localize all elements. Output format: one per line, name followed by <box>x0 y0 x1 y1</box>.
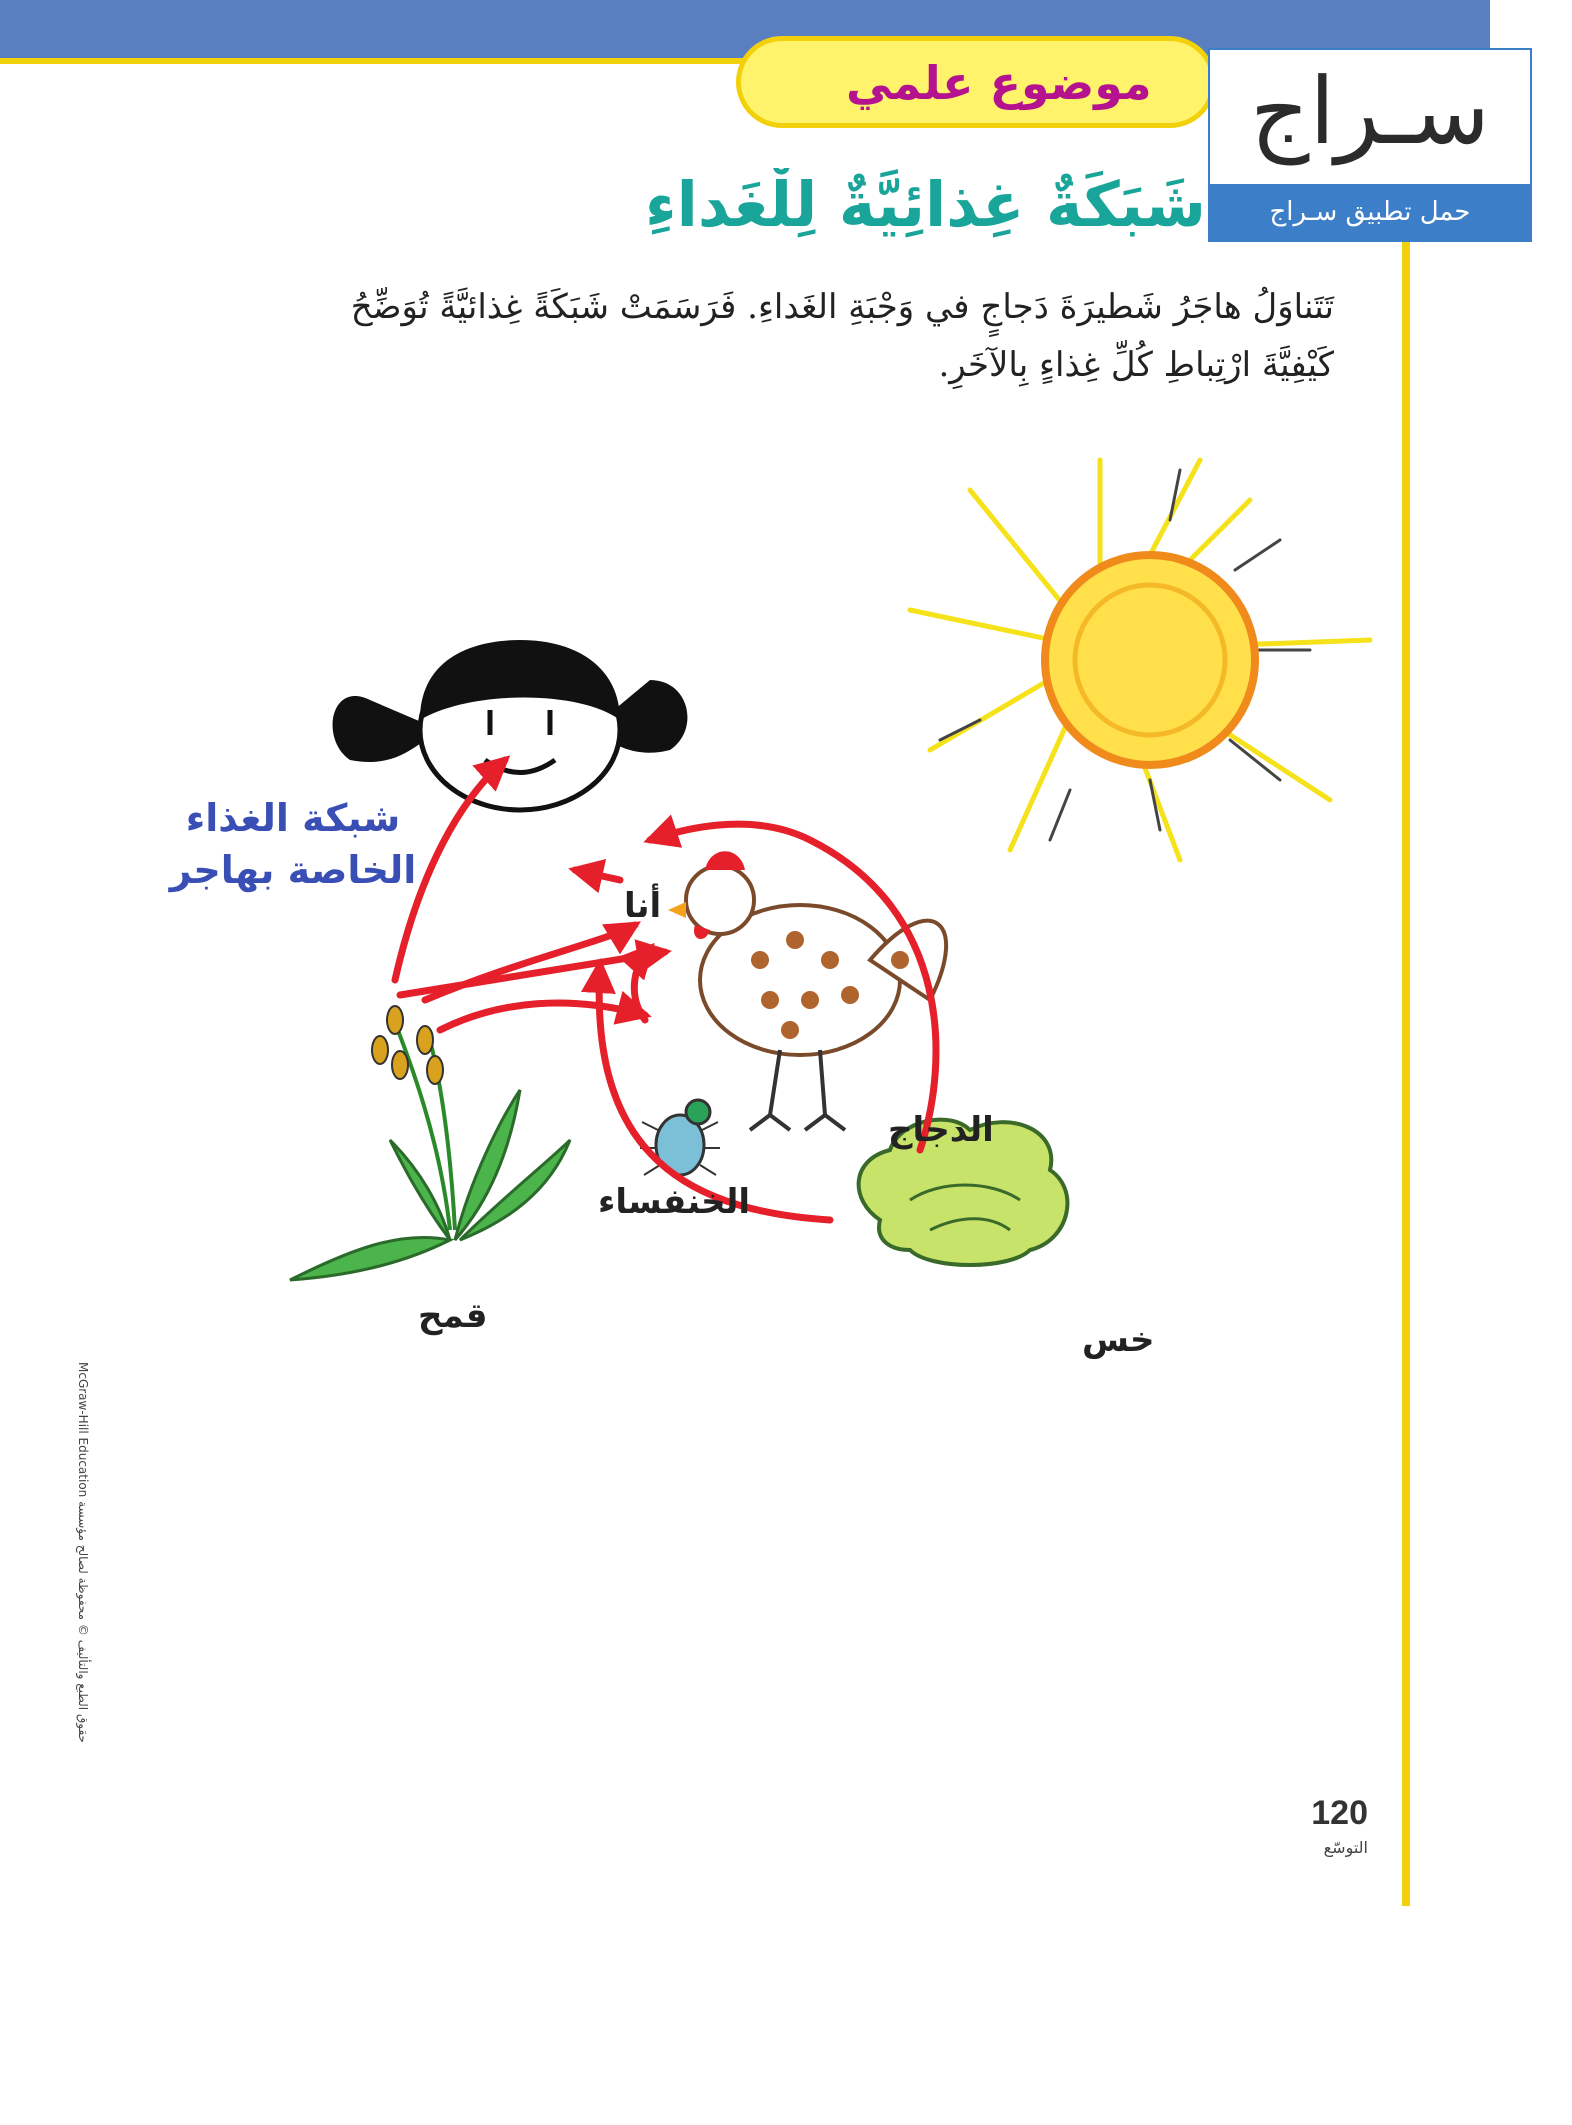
siraj-logo[interactable] <box>1208 48 1532 242</box>
label-me: أنا <box>624 886 662 926</box>
logo-wordmark: سـراج <box>1250 58 1490 165</box>
copyright-notice <box>64 1362 104 1804</box>
page-title: شَبَكَةٌ غِذائِيَّةٌ لِلْغَداءِ <box>644 168 1206 241</box>
girl-drawing <box>333 640 688 810</box>
logo-tagline: حمل تطبيق سـراج <box>1210 184 1530 240</box>
copyright-text: McGraw-Hill Education حقوق الطبع والتأليف © محفوظة لصالح مؤسسة <box>76 1362 90 1743</box>
topic-label: موضوع علمي <box>846 56 1152 110</box>
label-lettuce: خس <box>1082 1320 1155 1360</box>
beetle-drawing <box>640 1100 720 1175</box>
chicken-drawing <box>668 851 946 1130</box>
food-web-caption: شبكة الغذاء الخاصة بهاجر <box>169 796 417 892</box>
food-web-diagram <box>250 440 1400 1400</box>
page-margin-rule <box>1402 64 1410 1906</box>
wheat-drawing <box>290 1006 570 1280</box>
intro-paragraph: تَتَناوَلُ هاجَرُ شَطيرَةَ دَجاجٍ في وَجْبَةِ الغَداءِ. فَرَسَمَتْ شَبَكَةً غِذائيَّةً تُوَضِّحُ كَيْفِيَّةَ ارْتِباطِ كُلِّ غِذاءٍ بِالآخَرِ. <box>350 287 1334 385</box>
page-section-label: التوسّع <box>1323 1838 1368 1857</box>
label-wheat: قمح <box>418 1296 488 1336</box>
page-number: 120 <box>1311 1794 1368 1832</box>
label-chicken: الدجاج <box>888 1110 994 1150</box>
sun-drawing <box>910 460 1370 860</box>
label-beetle: الخنفساء <box>598 1182 751 1222</box>
